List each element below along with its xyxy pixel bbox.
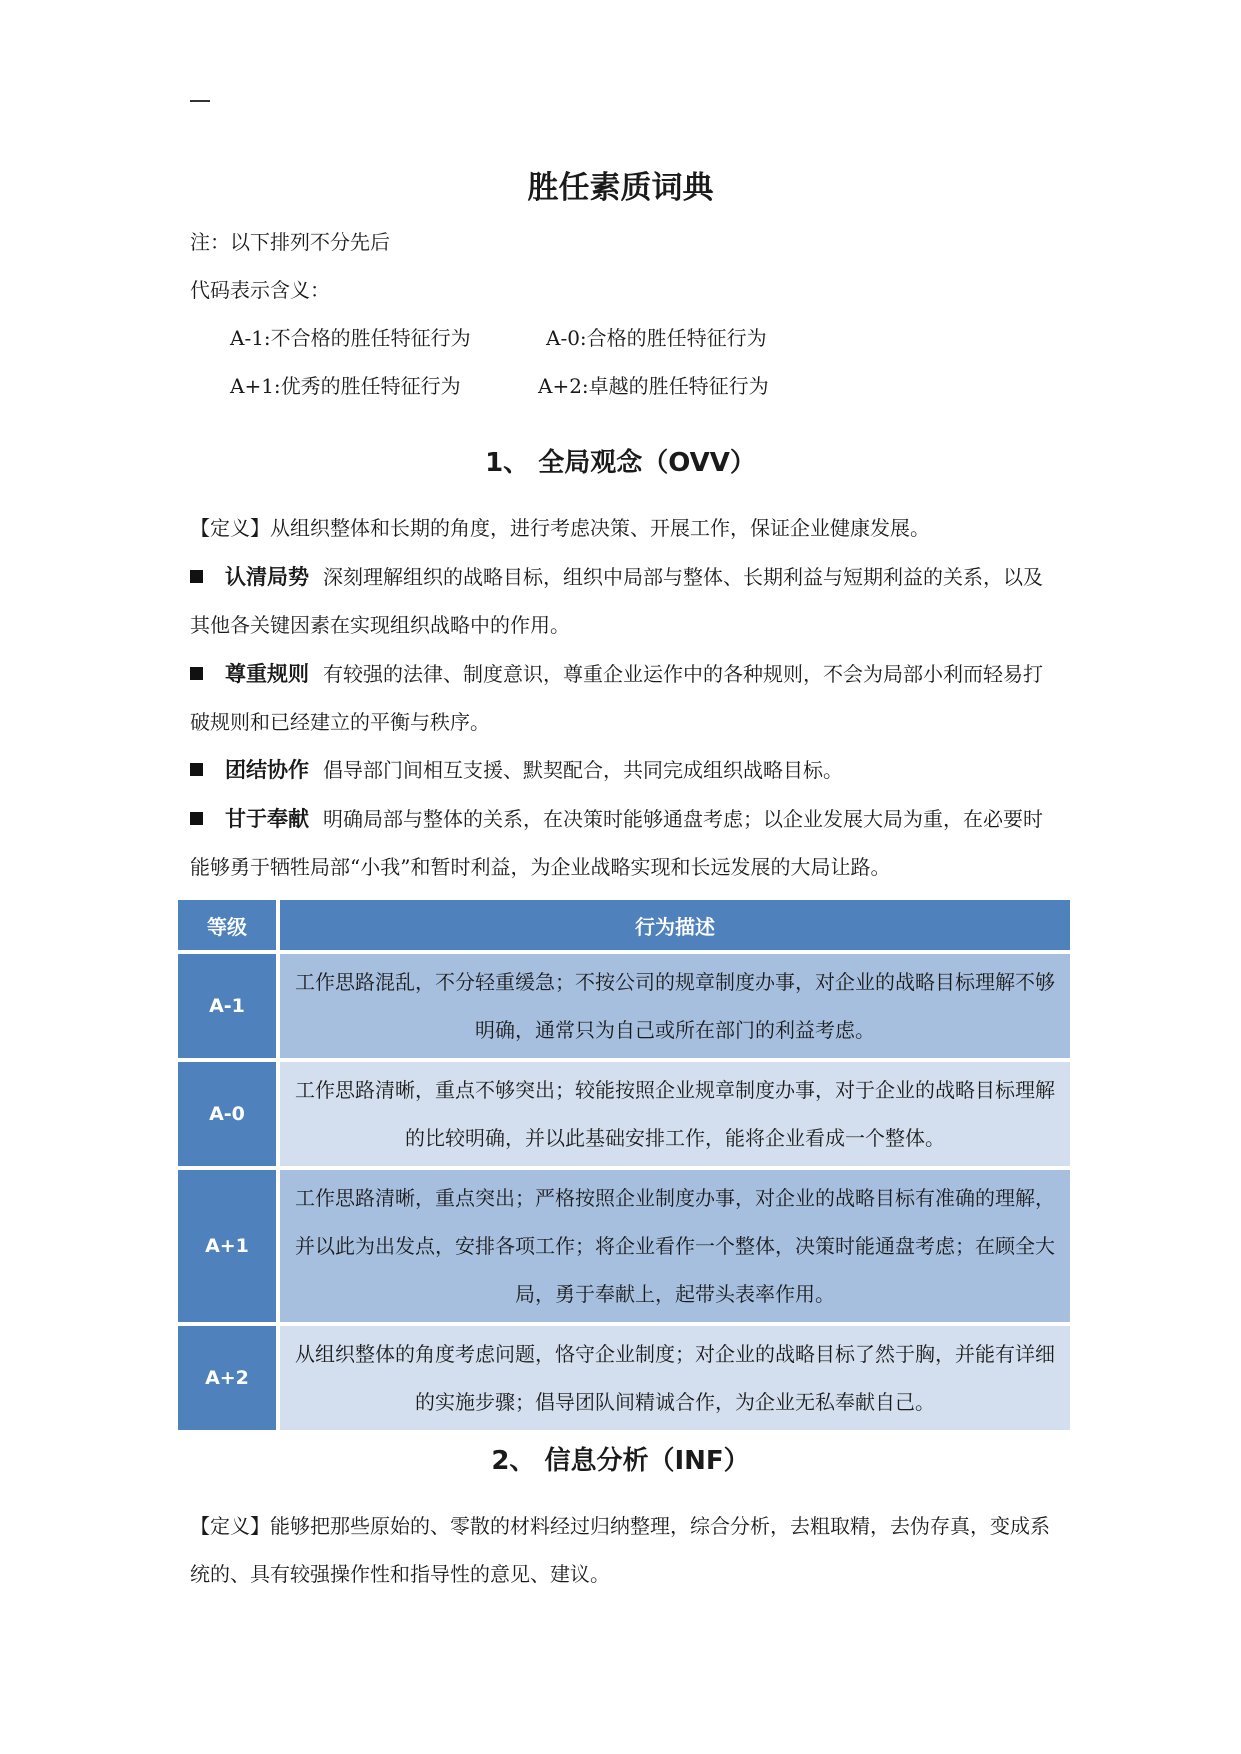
code-a-plus-2: A+2:卓越的胜任特征行为 bbox=[538, 374, 769, 398]
level-cell: A+2 bbox=[178, 1322, 280, 1430]
definition-1: 【定义】从组织整体和长期的角度，进行考虑决策、开展工作，保证企业健康发展。 bbox=[190, 516, 930, 540]
bullet-square-icon bbox=[190, 812, 203, 825]
level-cell: A+1 bbox=[178, 1166, 280, 1322]
bullet-keyword: 认清局势 bbox=[225, 565, 309, 589]
bullet-text: 深刻理解组织的战略目标，组织中局部与整体、长期利益与短期利益的关系，以及其他各关键因素在实现组织战略中的作用。 bbox=[190, 565, 1043, 637]
table-header-row bbox=[178, 900, 1070, 950]
behavior-table bbox=[178, 900, 1070, 1430]
bullet-item bbox=[190, 795, 1058, 891]
bullet-square-icon bbox=[190, 763, 203, 776]
section-heading-2: 2、 信息分析（INF） bbox=[491, 1446, 750, 1476]
description-cell: 工作思路清晰，重点不够突出；较能按照企业规章制度办事，对于企业的战略目标理解的比较明确，并以此基础安排工作，能将企业看成一个整体。 bbox=[280, 1058, 1070, 1166]
header-description: 行为描述 bbox=[280, 900, 1070, 950]
bullet-text: 有较强的法律、制度意识，尊重企业运作中的各种规则，不会为局部小利而轻易打破规则和已经建立的平衡与秩序。 bbox=[190, 662, 1043, 734]
bullet-item bbox=[190, 746, 1058, 794]
header-mark bbox=[190, 100, 210, 102]
bullet-keyword: 甘于奉献 bbox=[225, 807, 309, 831]
description-cell: 工作思路混乱，不分轻重缓急；不按公司的规章制度办事，对企业的战略目标理解不够明确，通常只为自己或所在部门的利益考虑。 bbox=[280, 950, 1070, 1058]
bullet-item bbox=[190, 650, 1058, 746]
bullet-square-icon bbox=[190, 570, 203, 583]
level-cell: A-1 bbox=[178, 950, 280, 1058]
description-cell: 从组织整体的角度考虑问题，恪守企业制度；对企业的战略目标了然于胸，并能有详细的实施步骤；倡导团队间精诚合作，为企业无私奉献自己。 bbox=[280, 1322, 1070, 1430]
table-row bbox=[178, 1166, 1070, 1322]
code-intro: 代码表示含义： bbox=[190, 278, 330, 302]
code-a-plus-1: A+1:优秀的胜任特征行为 bbox=[230, 374, 461, 398]
table-row bbox=[178, 950, 1070, 1058]
definition-2: 【定义】能够把那些原始的、零散的材料经过归纳整理，综合分析，去粗取精，去伪存真，变成系统的、具有较强操作性和指导性的意见、建议。 bbox=[190, 1514, 1050, 1586]
section-heading-1: 1、 全局观念（OVV） bbox=[485, 448, 756, 478]
bullet-keyword: 尊重规则 bbox=[225, 662, 309, 686]
note-text: 注：以下排列不分先后 bbox=[190, 230, 390, 254]
bullet-square-icon bbox=[190, 667, 203, 680]
header-level: 等级 bbox=[178, 900, 280, 950]
code-a-0: A-0:合格的胜任特征行为 bbox=[546, 326, 767, 350]
table-row bbox=[178, 1058, 1070, 1166]
bullet-item bbox=[190, 553, 1058, 649]
description-cell: 工作思路清晰，重点突出；严格按照企业制度办事，对企业的战略目标有准确的理解，并以此为出发点，安排各项工作；将企业看作一个整体，决策时能通盘考虑；在顾全大局，勇于奉献上，起带头表率作用。 bbox=[280, 1166, 1070, 1322]
bullet-text: 倡导部门间相互支援、默契配合，共同完成组织战略目标。 bbox=[323, 758, 843, 782]
table-row bbox=[178, 1322, 1070, 1430]
bullet-text: 明确局部与整体的关系，在决策时能够通盘考虑；以企业发展大局为重，在必要时能够勇于牺牲局部“小我”和暂时利益，为企业战略实现和长远发展的大局让路。 bbox=[190, 807, 1043, 879]
bullet-keyword: 团结协作 bbox=[225, 758, 309, 782]
page-title: 胜任素质词典 bbox=[527, 170, 714, 206]
code-a-minus-1: A-1:不合格的胜任特征行为 bbox=[230, 326, 471, 350]
level-cell: A-0 bbox=[178, 1058, 280, 1166]
